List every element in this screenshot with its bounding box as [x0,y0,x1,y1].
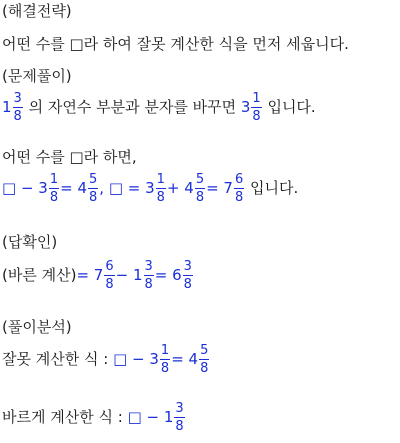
fraction: $\frac{1}{8}$ [156,172,165,205]
fraction: $\frac{5}{8}$ [200,343,209,376]
correct-expression-line: 바르게 계산한 식 : □ − 1 $\frac{3}{8}$ [2,401,184,434]
answer-line: (바른 계산)= 7 $\frac{6}{8}$ − 1 $\frac{3}{8}$ = 6 $\frac{3}{8}$ [2,259,192,292]
solution-line-2: 어떤 수를 □라 하면, [2,148,137,166]
fraction: $\frac{6}{8}$ [234,172,244,205]
heading-answer: (답확인) [2,233,58,251]
wrong-label: 잘못 계산한 식 : [2,350,109,368]
fraction: $\frac{3}{8}$ [13,91,22,124]
line-tail: 입니다. [267,98,316,116]
fraction: $\frac{5}{8}$ [89,172,98,205]
fraction: $\frac{3}{8}$ [144,259,153,292]
mixed-whole: 1 [2,98,12,116]
answer-label: (바른 계산) [2,266,77,284]
correct-label: 바르게 계산한 식 : [2,408,123,426]
fraction: $\frac{3}{8}$ [183,259,192,292]
solution-line-1 [2,92,316,123]
heading-strategy: (해결전략) [2,2,72,20]
fraction: $\frac{3}{8}$ [175,401,184,434]
wrong-expression-line: 잘못 계산한 식 : □ − 3 $\frac{1}{8}$ = 4 $\frac{5}{8}$ [2,343,209,376]
mixed-whole: 3 [240,98,251,116]
heading-solution: (문제풀이) [2,67,72,85]
fraction: $\frac{1}{8}$ [49,172,59,205]
line-text: 의 자연수 부분과 분자를 바꾸면 [28,98,237,116]
fraction: $\frac{6}{8}$ [105,259,114,292]
fraction: $\frac{5}{8}$ [195,172,205,205]
solution-line-3: □ − 3 $\frac{1}{8}$ = 4 $\frac{5}{8}$ , □ = 3 $\frac{1}{8}$ + 4 $\frac{5}{8}$ = 7 $\frac{6}{8}$ 입니다. [2,172,299,205]
fraction: $\frac{1}{8}$ [252,91,261,124]
fraction: $\frac{1}{8}$ [160,343,170,376]
heading-analysis: (풀이분석) [2,318,72,336]
strategy-text: 어떤 수를 □라 하여 잘못 계산한 식을 먼저 세웁니다. [2,35,349,53]
